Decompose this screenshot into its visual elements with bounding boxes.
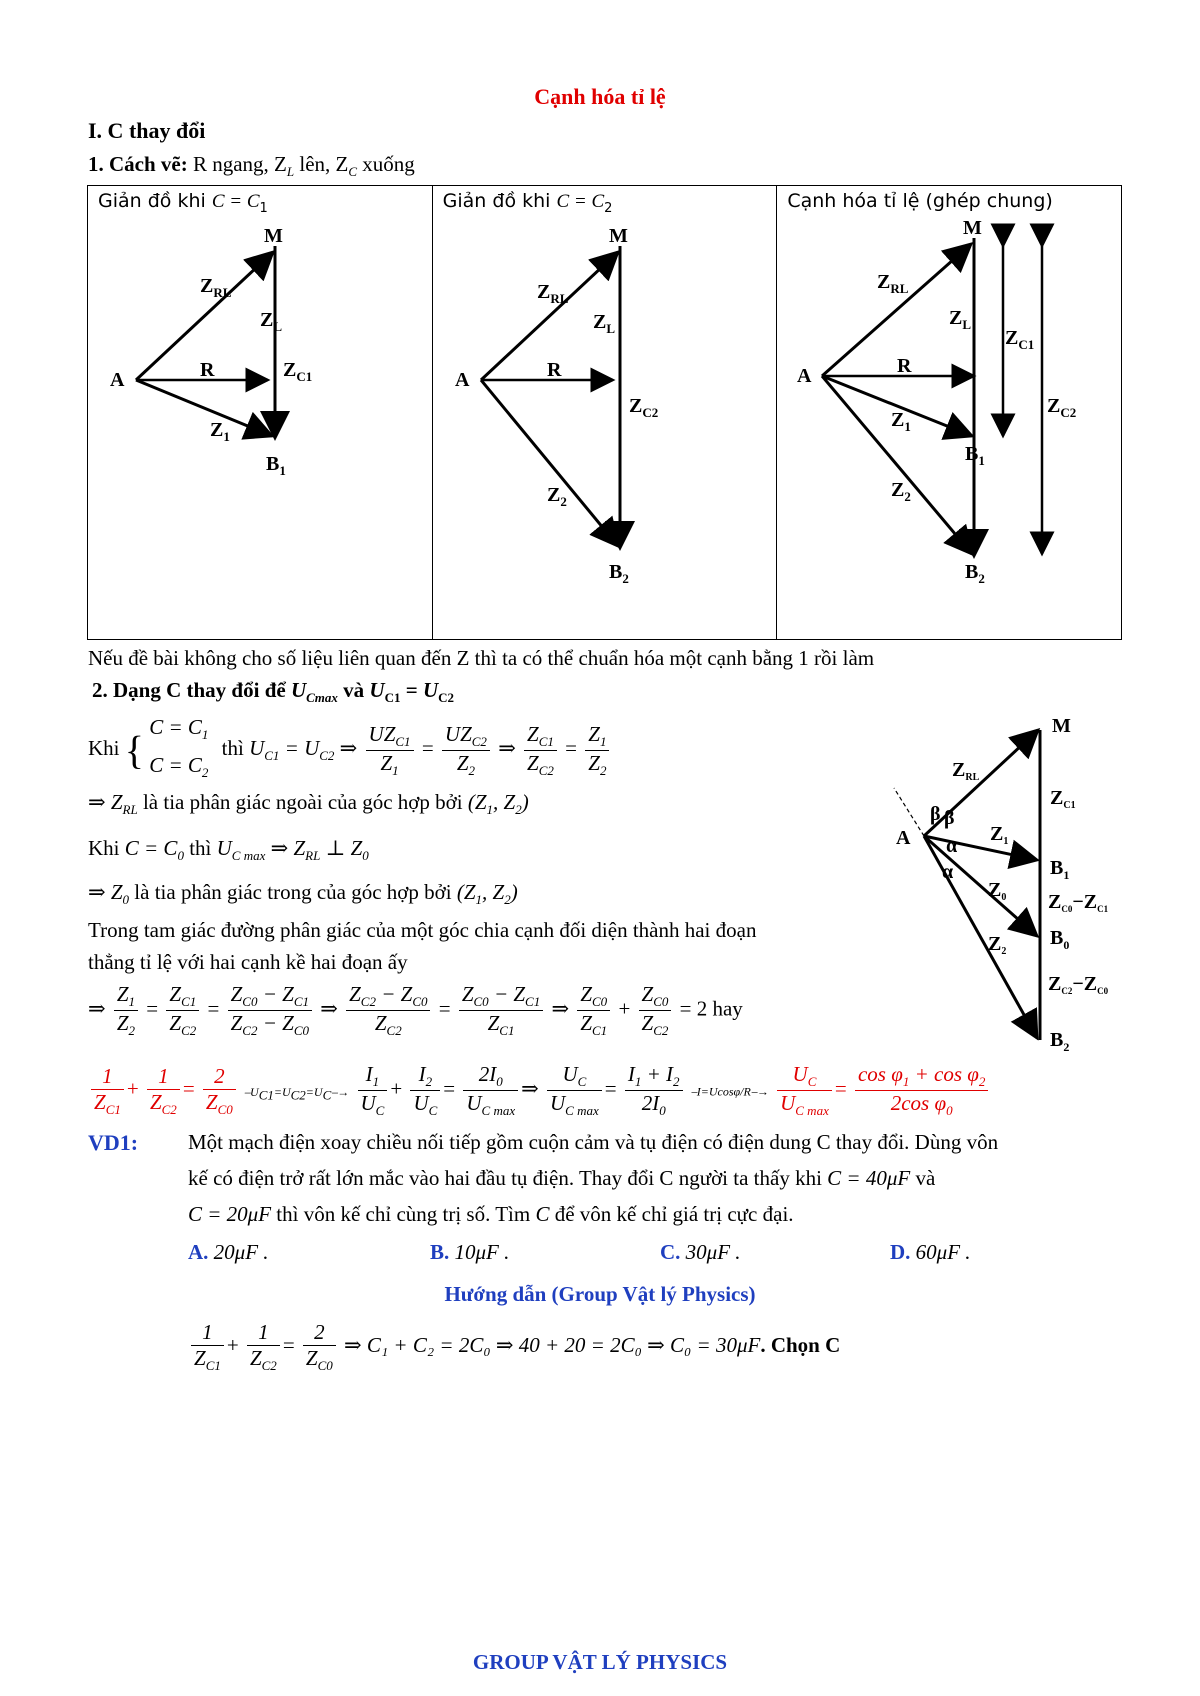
alpha-label: α: [942, 861, 954, 883]
phasor-diagram-1: [88, 186, 433, 641]
page-footer: GROUP VẬT LÝ PHYSICS: [472, 1650, 728, 1674]
bisector-point-m: M: [1052, 715, 1071, 737]
z1-label: $Z_1$: [210, 419, 230, 444]
option-a[interactable]: A. 20μF .: [188, 1240, 269, 1264]
alpha-label: α: [946, 835, 958, 857]
z2-label: $Z_2$: [546, 484, 567, 509]
zc1-label: $Z_{C1}$: [283, 359, 313, 384]
diagram-table: [87, 185, 1122, 640]
phasor-diagram-combined: [777, 186, 1122, 641]
example-line-2: kế có điện trở rất lớn mắc vào hai đầu tụ điện. Thay đổi C người ta thấy khi C = 40μF và: [188, 1166, 936, 1190]
point-m-label: M: [963, 217, 983, 239]
bisector-zc0-zc1-label: $Z_{C0}-Z_{C1}$: [1048, 891, 1109, 914]
formula-ratio: ⇒ $\frac{Z_1}{Z_2}$ = $\frac{Z_{C1}}{Z_{C2}}$ = $\frac{Z_{C0} - Z_{C1}}{Z_{C2} - Z_{C0}}$ ⇒ $\frac{Z_{C2} - Z_{C0}}{Z_{C2}}$ = $\frac{Z_{C0} - Z_{C1}}{Z_{C1}}$ ⇒ $\frac{Z_{C0}}{Z_{C1}}$ + $\frac{Z_{C0}}{Z_{C2}}$ = 2 hay: [88, 982, 743, 1039]
point-a-label: A: [110, 369, 125, 391]
bisector-zrl-label: $Z_{RL}$: [952, 759, 980, 783]
point-a-label: A: [797, 365, 812, 387]
solution-line: $\frac{1}{Z_{C1}}$ + $\frac{1}{Z_{C2}}$ = $\frac{2}{Z_{C0}}$ ⇒ C₁ + C₂ = 2C₀ ⇒ 40 + 20 = 2C₀ ⇒ C₀ = 30μF. Chọn C: [188, 1320, 840, 1374]
point-m-label: M: [264, 225, 283, 247]
diagram-caption: Giản đồ khi $C = C_2$: [442, 190, 613, 216]
formula-c0: Khi $C = C_0$ thì $U_{C max}$ ⇒ $Z_{RL}$ ⊥ $Z_0$: [88, 836, 369, 864]
bisector-b1-label: $B_1$: [1050, 857, 1070, 882]
diagram-c1: [88, 186, 433, 640]
formula-z0: ⇒ $Z_0$ là tia phân giác trong của góc hợp bởi ($Z_1$, $Z_2$): [88, 880, 518, 908]
bisector-z2-label: $Z_2$: [988, 933, 1007, 957]
zrl-label: $Z_{RL}$: [536, 281, 569, 306]
bisector-b0-label: $B_0$: [1050, 927, 1070, 952]
point-m-label: M: [608, 225, 628, 247]
zc2-label: $Z_{C2}$: [628, 395, 658, 420]
section-heading-1: I. C thay đổi: [88, 118, 206, 143]
subsection-heading-1: 1. Cách vẽ: R ngang, $Z_L$ lên, $Z_C$ xuống: [88, 152, 415, 180]
diagram-caption: Giản đồ khi $C = C_1$: [98, 190, 268, 216]
option-c[interactable]: C. 30μF .: [660, 1240, 741, 1264]
b1-label: $B_1$: [965, 443, 986, 468]
example-line-1: Một mạch điện xoay chiều nối tiếp gồm cuộn cảm và tụ điện có điện dung C thay đổi. Dùng vôn: [188, 1130, 999, 1154]
zrl-label: $Z_{RL}$: [877, 271, 909, 296]
z1-label: $Z_1$: [891, 409, 912, 434]
phasor-diagram-2: [433, 186, 778, 641]
guide-title: Hướng dẫn (Group Vật lý Physics): [444, 1282, 756, 1306]
zc1-label: $Z_{C1}$: [1005, 327, 1035, 352]
beta-label: β: [944, 807, 955, 829]
b1-label: $B_1$: [266, 453, 286, 478]
zl-label: $Z_L$: [260, 309, 283, 334]
bisector-point-a: A: [896, 827, 911, 849]
bisector-zc1-label: $Z_{C1}$: [1050, 787, 1076, 811]
subsection-label: 1. Cách vẽ:: [88, 152, 188, 176]
formula-red: $\frac{1}{Z_{C1}}$ + $\frac{1}{Z_{C2}}$ = $\frac{2}{Z_{C0}}$ $⎯U_{C1}=U_{C2}=U_C⎯\to$ $\frac{I_1}{U_C}$ + $\frac{I_2}{U_C}$ = $\frac{2I_0}{U_{C max}}$ ⇒ $\frac{U_C}{U_{C max}}$ = $\frac{I_1 + I_2}{2I_0}$ ⎯I=Ucosφ/R⎯→ $\frac{U_C}{U_{C max}}$ = $\frac{\cos \varphi_1 + \cos \varphi_2}{2\cos \varphi_0}$: [88, 1062, 991, 1119]
example-label: VD1:: [88, 1130, 139, 1155]
triangle-text-2: thẳng tỉ lệ với hai cạnh kề hai đoạn ấy: [88, 950, 408, 974]
zrl-label: $Z_{RL}$: [200, 275, 232, 300]
bisector-zc2-zc0-label: $Z_{C2}-Z_{C0}$: [1048, 973, 1109, 996]
beta-label: β: [930, 803, 941, 825]
bisector-diagram: [880, 708, 1130, 1068]
diagram-caption: Cạnh hóa tỉ lệ (ghép chung): [787, 190, 1053, 212]
b2-label: $B_2$: [608, 561, 629, 586]
example-line-3: C = 20μF thì vôn kế chỉ cùng trị số. Tìm C để vôn kế chỉ giá trị cực đại.: [188, 1202, 794, 1226]
r-label: R: [897, 355, 912, 377]
zl-label: $Z_L$: [592, 311, 615, 336]
section-heading-2: 2. Dạng C thay đổi để $U_{Cmax}$ và $U_{C1} = U_{C2}$: [92, 678, 455, 706]
point-a-label: A: [454, 369, 470, 391]
r-label: R: [546, 359, 562, 381]
zl-label: $Z_L$: [949, 307, 972, 332]
bisector-z1-label: $Z_1$: [990, 823, 1009, 847]
bisector-b2-label: $B_2$: [1050, 1029, 1070, 1054]
formula-zrl: ⇒ $Z_{RL}$ là tia phân giác ngoài của góc hợp bởi ($Z_1$, $Z_2$): [88, 790, 529, 818]
b2-label: $B_2$: [965, 561, 986, 586]
page-title: Cạnh hóa tỉ lệ: [534, 84, 666, 109]
triangle-text-1: Trong tam giác đường phân giác của một góc chia cạnh đối diện thành hai đoạn: [88, 918, 757, 942]
note-text: Nếu đề bài không cho số liệu liên quan đến Z thì ta có thể chuẩn hóa một cạnh bằng 1 rồi làm: [88, 646, 875, 670]
diagram-c2: [432, 186, 777, 640]
z2-label: $Z_2$: [891, 479, 912, 504]
bisector-z0-label: $Z_0$: [988, 879, 1007, 903]
r-label: R: [200, 359, 215, 381]
option-b[interactable]: B. 10μF .: [430, 1240, 510, 1264]
formula-khi: Khi { $C = C_1$ $C = C_2$ thì $U_{C1} = U_{C2}$ ⇒ $\frac{UZ_{C1}}{Z_1}$ = $\frac{UZ_{C2}}{Z_2}$ ⇒ $\frac{Z_{C1}}{Z_{C2}}$ = $\frac{Z_1}{Z_2}$: [88, 712, 612, 788]
diagram-combined: [777, 186, 1122, 640]
zc2-label: $Z_{C2}$: [1047, 395, 1077, 420]
option-d[interactable]: D. 60μF .: [890, 1240, 971, 1264]
